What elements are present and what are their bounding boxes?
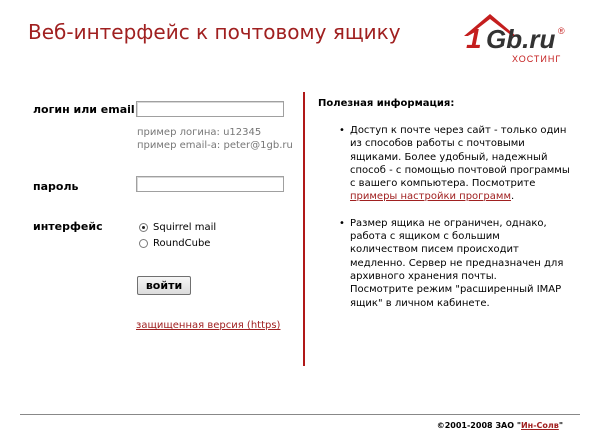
radio-label-squirrelmail: Squirrel mail: [153, 222, 217, 233]
radio-unchecked-icon[interactable]: [139, 239, 148, 248]
login-hint: пример логина: u12345: [137, 127, 262, 138]
info-item-access: [339, 124, 570, 204]
info-item-size: [339, 217, 570, 310]
radio-roundcube[interactable]: [139, 238, 210, 249]
settings-examples-link[interactable]: примеры настройки программ: [350, 191, 511, 203]
logo-reg: ®: [558, 26, 565, 36]
login-button[interactable]: войти: [137, 276, 191, 295]
logo: [460, 6, 580, 68]
footer-divider: [20, 414, 580, 415]
page-title: Веб-интерфейс к почтовому ящику: [28, 20, 401, 44]
password-input[interactable]: [136, 176, 284, 192]
footer-brand-link[interactable]: Ин-Солв: [520, 421, 559, 430]
footer-suffix: ": [558, 421, 563, 430]
logo-sub: ХОСТИНГ: [512, 54, 562, 64]
bullet-icon: •: [339, 125, 345, 136]
radio-label-roundcube: RoundCube: [153, 238, 211, 249]
info-item-access-tail: .: [511, 191, 515, 203]
email-hint: пример email-а: peter@1gb.ru: [137, 140, 293, 151]
login-input[interactable]: [136, 101, 284, 117]
interface-label: интерфейс: [33, 220, 103, 233]
footer-prefix: ©2001-2008 ЗАО ": [436, 421, 521, 430]
radio-squirrelmail[interactable]: [139, 222, 216, 233]
logo-one: 1: [466, 23, 482, 54]
info-item-access-text: Доступ к почте через сайт - только один из способов работы с почтовыми ящиками. Более удобный, надежный способ - с помощью почтовой программы с вашего компьютера. Посмотрите: [350, 125, 570, 190]
bullet-icon: •: [339, 217, 345, 229]
vertical-divider: [303, 92, 305, 366]
password-label: пароль: [33, 180, 79, 193]
info-item-size-text2: Посмотрите режим "расширенный IMAP ящик" в личном кабинете.: [350, 284, 562, 309]
info-title: Полезная информация:: [318, 98, 455, 109]
login-label: логин или email: [33, 103, 135, 116]
logo-text: Gb.ru: [486, 24, 556, 54]
https-link[interactable]: защищенная версия (https): [136, 320, 281, 331]
info-list: [339, 124, 570, 323]
footer-copyright: [437, 421, 563, 430]
radio-checked-icon[interactable]: [139, 223, 148, 232]
info-item-size-text: Размер ящика не ограничен, однако, работа с ящиком с большим количеством писем происходит медленно. Сервер не предназначен для архивного хранения почты.: [350, 217, 564, 282]
